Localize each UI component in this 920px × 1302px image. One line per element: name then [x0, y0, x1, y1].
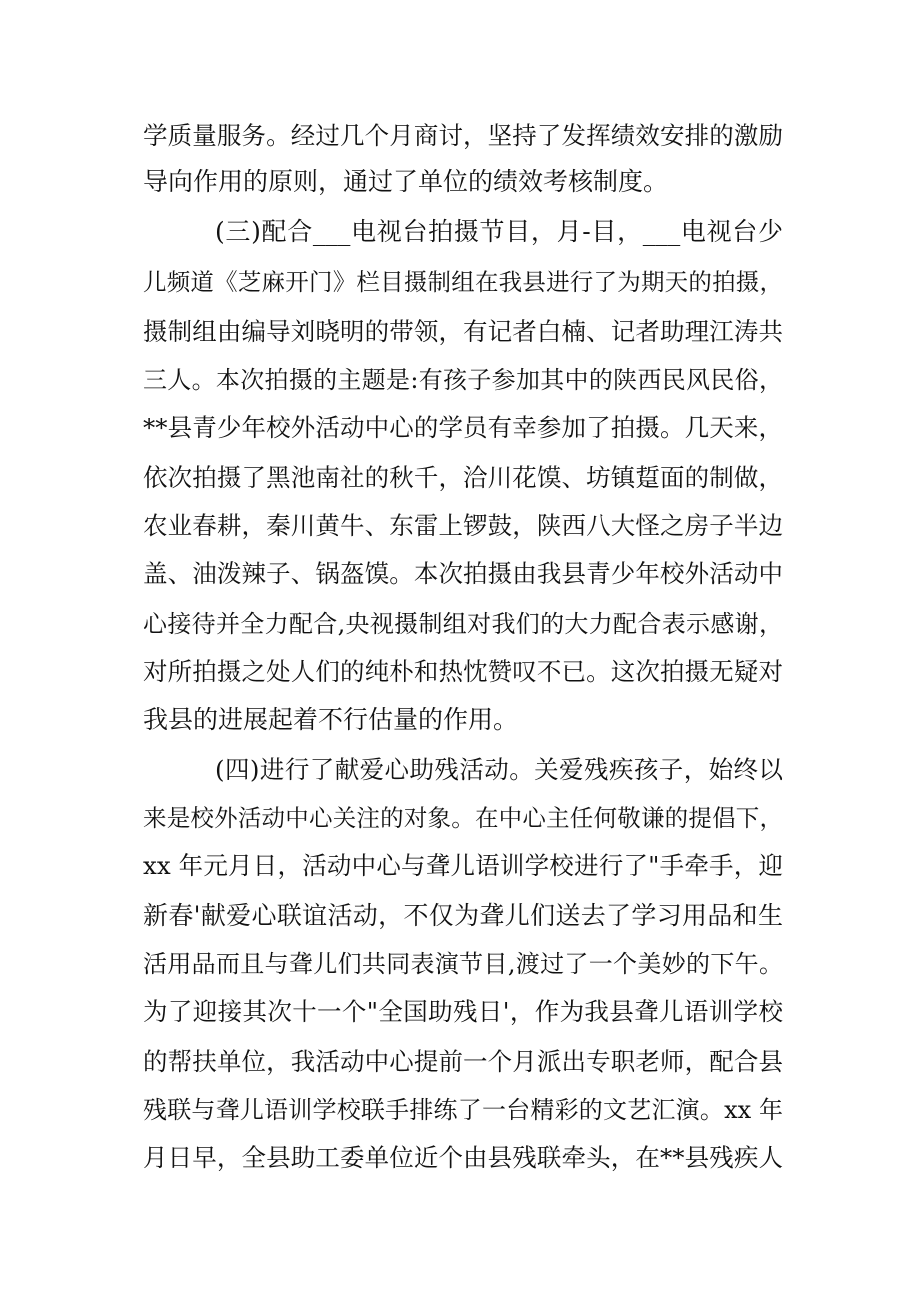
- text-line-18: 活用品而且与聋儿们共同表演节目,渡过了一个美妙的下午。: [143, 950, 783, 978]
- text-line-13: 我县的进展起着不行估量的作用。: [143, 705, 519, 734]
- text-line-2: 导向作用的原则，通过了单位的绩效考核制度。: [143, 167, 669, 196]
- text-line-20: 的帮扶单位，我活动中心提前一个月派出专职老师，配合县: [143, 1047, 783, 1076]
- text-line-10: 盖、油泼辣子、锅盔馍。本次拍摄由我县青少年校外活动中: [143, 559, 783, 588]
- text-line-17: 新春'献爱心联谊活动，不仅为聋儿们送去了学习用品和生: [143, 901, 783, 930]
- text-line-7: **县青少年校外活动中心的学员有幸参加了拍摄。几天来，: [143, 413, 783, 442]
- text-line-22: 月日早，全县助工委单位近个由县残联牵头，在**县残疾人: [143, 1143, 783, 1172]
- text-line-9: 农业春耕，秦川黄牛、东雷上锣鼓，陕西八大怪之房子半边: [143, 511, 783, 540]
- text-line-11: 心接待并全力配合,央视摄制组对我们的大力配合表示感谢，: [143, 610, 783, 638]
- text-line-8: 依次拍摄了黑池南社的秋千，洽川花馍、坊镇踅面的制做，: [143, 463, 783, 492]
- text-line-21: 残联与聋儿语训学校联手排练了一台精彩的文艺汇演。xx 年: [143, 1096, 783, 1124]
- text-line-6: 三人。本次拍摄的主题是:有孩子参加其中的陕西民风民俗，: [143, 366, 783, 394]
- text-line-1: 学质量服务。经过几个月商讨，坚持了发挥绩效安排的激励: [143, 121, 783, 150]
- text-line-16: xx 年元月日，活动中心与聋儿语训学校进行了"手牵手，迎: [143, 851, 783, 880]
- text-line-12: 对所拍摄之处人们的纯朴和热忱赞叹不已。这次拍摄无疑对: [143, 657, 783, 686]
- text-line-15: 来是校外活动中心关注的对象。在中心主任何敬谦的提倡下，: [143, 804, 783, 832]
- text-line-19: 为了迎接其次十一个"全国助残日'，作为我县聋儿语训学校: [143, 997, 783, 1026]
- text-line-3-section-three-start: (三)配合___电视台拍摄节目，月-目，___电视台少: [215, 217, 783, 246]
- text-line-14-section-four-start: (四)进行了献爱心助残活动。关爱残疾孩子，始终以: [215, 755, 783, 784]
- text-line-4: 儿频道《芝麻开门》栏目摄制组在我县进行了为期天的拍摄，: [143, 268, 783, 296]
- text-line-5: 摄制组由编导刘晓明的带领，有记者白楠、记者助理江涛共: [143, 317, 783, 346]
